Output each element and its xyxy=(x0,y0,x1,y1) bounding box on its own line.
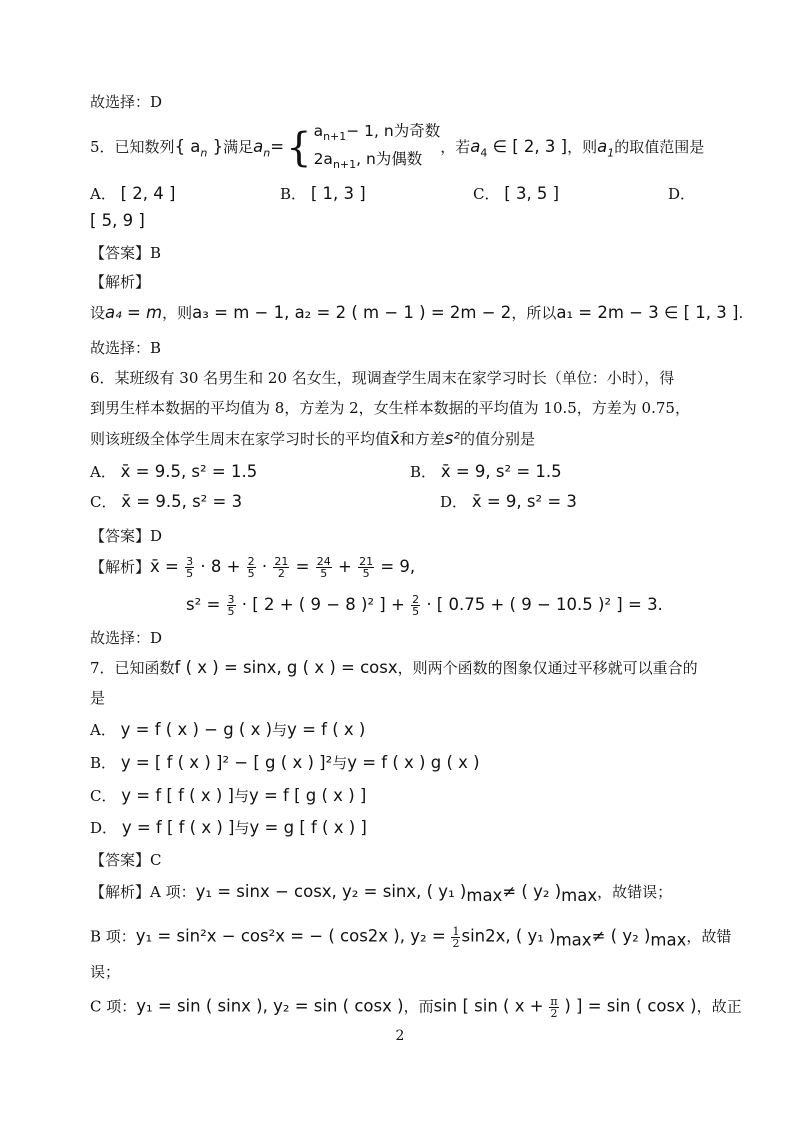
q5-stem-text-e: 的取值范围是 xyxy=(614,138,705,157)
q7-option-a-label: A． xyxy=(90,721,116,739)
q6-a1-a: x̄ = xyxy=(150,557,179,576)
q6-option-d xyxy=(440,492,577,512)
q6-a1-d: = xyxy=(295,557,310,576)
q5-a4-base: a xyxy=(470,137,481,157)
q7-b-m2: sin2x, ( y₁ ) xyxy=(461,926,556,946)
q6-option-a-label: A． xyxy=(90,463,116,481)
q5-option-c-label: C． xyxy=(473,185,500,203)
q5-analysis-label: 【解析】 xyxy=(90,273,151,291)
q5-stem-text-b: 满足 xyxy=(223,138,254,157)
q7-a-max2: max xyxy=(561,886,598,905)
q5-stem-text-a: 已知数列 xyxy=(114,138,175,157)
q6-option-c-label: C． xyxy=(90,493,117,511)
q7-c-m1: y₁ = sin ( sinx ), y₂ = sin ( cosx ) xyxy=(136,996,404,1016)
frac-den: 5 xyxy=(186,567,194,580)
q7-line1-b: ，则两个函数的图象仅通过平移就可以重合的 xyxy=(397,659,698,677)
frac-den: 2 xyxy=(277,567,285,580)
q6-line3-c: 的值分别是 xyxy=(460,430,536,448)
q5-option-a-label: A． xyxy=(90,185,116,203)
q7-b-tail: ，故错 xyxy=(686,927,732,946)
q5-an-base: a xyxy=(253,137,264,157)
q6-option-c xyxy=(90,492,242,512)
frac-2-5 xyxy=(247,556,256,579)
q5-analysis-p2: ，则 xyxy=(162,304,193,322)
q6-analysis-label: 【解析】 xyxy=(90,558,151,576)
q7-a-m1: y₁ = sinx − cosx, y₂ = sinx, ( y₁ ) xyxy=(195,882,467,901)
q7-option-c-label: C． xyxy=(90,787,117,805)
q5-an-sub: n xyxy=(263,146,271,160)
q7-option-d-mid: 与 xyxy=(234,819,250,837)
q7-c-m2: sin [ sin ( x + xyxy=(433,996,544,1016)
q6-stem-line-2: 到男生样本数据的平均值为 8，方差为 2，女生样本数据的平均值为 10.5，方差为 0.75， xyxy=(90,399,690,417)
q7-stem-line-1 xyxy=(90,658,698,678)
q7-option-b-mid: 与 xyxy=(332,754,348,772)
q7-answer: 【答案】C xyxy=(90,851,162,869)
q5-analysis-m3: a₁ = 2m − 3 ∈ [ 1, 3 ] xyxy=(556,303,739,322)
q5-a4-range: ∈ [ 2, 3 ] xyxy=(492,137,568,157)
q7-line1-math: f ( x ) = sinx, g ( x ) = cosx xyxy=(174,658,398,677)
q6-option-d-value: x̄ = 9, s² = 3 xyxy=(471,492,577,511)
q5-analysis-m2: a₃ = m − 1, a₂ = 2 ( m − 1 ) = 2m − 2 xyxy=(192,303,512,322)
q6-a1-e: + xyxy=(338,557,352,576)
q6-s2: s² xyxy=(444,429,461,448)
q7-analysis-c xyxy=(90,996,742,1019)
q6-a2-a: s² = xyxy=(186,595,221,614)
q5-option-a-value: [ 2, 4 ] xyxy=(120,184,176,203)
q5-option-b xyxy=(280,184,366,204)
q7-option-a-m2: y = f ( x ) xyxy=(287,720,366,739)
q5-option-c-value: [ 3, 5 ] xyxy=(504,184,560,203)
frac-den: 5 xyxy=(320,567,328,580)
q7-option-c-mid: 与 xyxy=(233,787,249,805)
q5-seq-close: } xyxy=(212,137,224,157)
frac-num: 3 xyxy=(227,593,235,606)
q6-a1-c: · xyxy=(261,557,268,576)
frac-den: 2 xyxy=(550,1007,558,1020)
q5-case2-sub: n+1 xyxy=(332,158,357,172)
q6-conclusion: 故选择：D xyxy=(90,629,163,647)
q5-a1 xyxy=(597,137,615,160)
q7-a-ne: ≠ ( y₂ ) xyxy=(502,882,562,901)
frac-den: 5 xyxy=(247,567,255,580)
frac-num: π xyxy=(550,995,558,1008)
q6-stem-line-3 xyxy=(90,429,535,449)
q5-option-b-value: [ 1, 3 ] xyxy=(310,184,366,203)
frac-num: 24 xyxy=(316,555,331,568)
q6-a1-f: = 9, xyxy=(380,557,416,576)
q5-analysis-p4: . xyxy=(738,304,744,322)
q7-option-c-m2: y = f [ g ( x ) ] xyxy=(248,786,367,805)
left-brace-icon: { xyxy=(286,125,312,172)
q5-option-a xyxy=(90,184,175,204)
q5-analysis xyxy=(90,303,743,323)
q7-line1-a: 7．已知函数 xyxy=(90,659,175,677)
q7-option-b-label: B． xyxy=(90,754,117,772)
frac-21-2 xyxy=(273,556,289,579)
q5-a1-sub: 1 xyxy=(607,146,615,160)
frac-21-5 xyxy=(358,556,374,579)
frac-den: 5 xyxy=(412,605,420,618)
q5-an xyxy=(253,137,271,160)
q7-c-mid: ，而 xyxy=(403,997,434,1016)
q7-b-max2: max xyxy=(650,930,687,950)
frac-num: 3 xyxy=(186,555,194,568)
q5-eq: = xyxy=(270,137,285,157)
q6-line3-b: 和方差 xyxy=(399,430,445,448)
q7-c-m3: ) ] = sin ( cosx ) xyxy=(564,996,697,1016)
q5-option-b-label: B． xyxy=(280,185,307,203)
q5-option-c xyxy=(473,184,559,204)
frac-den: 5 xyxy=(227,605,235,618)
q6-analysis-1 xyxy=(150,555,416,580)
q5-case-1 xyxy=(314,120,441,148)
q7-a-tail: ，故错误； xyxy=(597,883,673,901)
q7-c-tail: ，故正 xyxy=(696,997,742,1016)
frac-num: 21 xyxy=(274,555,289,568)
q7-option-d-m2: y = g [ f ( x ) ] xyxy=(249,818,367,837)
q6-a2-c: · [ 0.75 + ( 9 − 10.5 )² ] = 3. xyxy=(426,595,663,614)
q6-option-c-value: x̄ = 9.5, s² = 3 xyxy=(121,492,243,511)
frac-den: 5 xyxy=(362,567,370,580)
q5-analysis-p3: ，所以 xyxy=(511,304,557,322)
q6-option-b xyxy=(410,462,562,482)
frac-num: 2 xyxy=(247,555,255,568)
q5-seq-base: { a xyxy=(174,137,201,157)
page-number: 2 xyxy=(395,1028,405,1044)
q7-b-m1: y₁ = sin²x − cos²x = − ( cos2x ), y₂ = xyxy=(135,926,446,946)
q7-option-b-m1: y = [ f ( x ) ]² − [ g ( x ) ]² xyxy=(120,753,333,772)
q6-answer: 【答案】D xyxy=(90,527,163,545)
q5-stem-text-c: ，若 xyxy=(440,138,471,157)
q6-a1-b: · 8 + xyxy=(200,557,241,576)
q7-option-c xyxy=(90,786,366,806)
q6-xbar: x̄ xyxy=(390,429,400,448)
q5-stem-text-d: ，则 xyxy=(567,138,598,157)
frac-24-5 xyxy=(316,556,332,579)
q6-option-a xyxy=(90,462,257,482)
q5-case1-sub: n+1 xyxy=(323,130,347,144)
q5-piecewise xyxy=(314,120,441,176)
q5-a1-base: a xyxy=(597,137,608,157)
q5-case1-a: a xyxy=(313,122,324,140)
q6-a2-b: · [ 2 + ( 9 − 8 )² ] + xyxy=(241,595,405,614)
q7-analysis-a xyxy=(90,882,672,906)
q7-a-label: 【解析】A 项： xyxy=(90,883,196,901)
q5-option-d-label: D． xyxy=(668,185,696,203)
frac-pi-2 xyxy=(549,996,558,1019)
q6-option-d-label: D． xyxy=(440,493,468,511)
q7-option-a-m1: y = f ( x ) − g ( x ) xyxy=(120,720,273,739)
q7-analysis-b-cont: 误； xyxy=(90,963,121,981)
q6-option-a-value: x̄ = 9.5, s² = 1.5 xyxy=(120,462,258,481)
q6-option-b-value: x̄ = 9, s² = 1.5 xyxy=(440,462,562,481)
q6-line3-a: 则该班级全体学生周末在家学习时长的平均值 xyxy=(90,430,391,448)
frac-2-5 xyxy=(411,594,420,617)
q7-option-b xyxy=(90,753,480,773)
q5-analysis-m1: a₄ = m xyxy=(105,303,163,322)
q5-a4-sub: 4 xyxy=(480,146,488,160)
q7-option-d xyxy=(90,818,367,838)
q7-a-max1: max xyxy=(466,886,503,905)
q5-case2-a: 2a xyxy=(313,150,333,169)
q7-b-ne: ≠ ( y₂ ) xyxy=(591,926,651,946)
q5-seq-sub: n xyxy=(200,146,208,160)
frac-den: 2 xyxy=(452,937,460,950)
q5-seq xyxy=(174,137,224,160)
q4-conclusion: 故选择：D xyxy=(90,93,163,111)
q7-analysis-b xyxy=(90,926,731,951)
q6-analysis-2 xyxy=(186,593,663,618)
q7-stem-line-2: 是 xyxy=(90,689,106,707)
q5-answer: 【答案】B xyxy=(90,244,162,262)
q5-number: 5． xyxy=(90,138,115,157)
q7-option-a-mid: 与 xyxy=(272,721,288,739)
q5-case2-b: , n为偶数 xyxy=(356,150,423,169)
q7-c-label: C 项： xyxy=(90,997,137,1016)
q7-b-label: B 项： xyxy=(90,927,136,946)
q5-analysis-p1: 设 xyxy=(90,304,106,322)
q5-conclusion: 故选择：B xyxy=(90,339,162,357)
q7-option-b-m2: y = f ( x ) g ( x ) xyxy=(347,753,480,772)
q6-analysis-line-2 xyxy=(186,594,663,617)
q6-stem-line-1: 6．某班级有 30 名男生和 20 名女生，现调查学生周末在家学习时长（单位：小时），得 xyxy=(90,369,675,387)
q7-option-c-m1: y = f [ f ( x ) ] xyxy=(121,786,234,805)
q7-option-d-label: D． xyxy=(90,819,118,837)
frac-1-2 xyxy=(451,926,460,949)
q5-stem xyxy=(90,120,704,176)
q5-case1-b: − 1, n为奇数 xyxy=(346,122,441,140)
q5-option-d-value: [ 5, 9 ] xyxy=(90,211,145,230)
q7-option-a xyxy=(90,720,365,740)
q7-option-d-m1: y = f [ f ( x ) ] xyxy=(121,818,235,837)
q6-option-b-label: B． xyxy=(410,463,437,481)
frac-3-5 xyxy=(227,594,236,617)
q7-b-max1: max xyxy=(555,930,592,950)
q5-case-2 xyxy=(314,148,441,176)
q6-analysis-line-1 xyxy=(90,556,415,579)
frac-num: 2 xyxy=(412,593,420,606)
frac-num: 1 xyxy=(452,925,460,938)
q5-a4-cond xyxy=(470,137,568,160)
frac-num: 21 xyxy=(359,555,374,568)
frac-3-5 xyxy=(185,556,194,579)
